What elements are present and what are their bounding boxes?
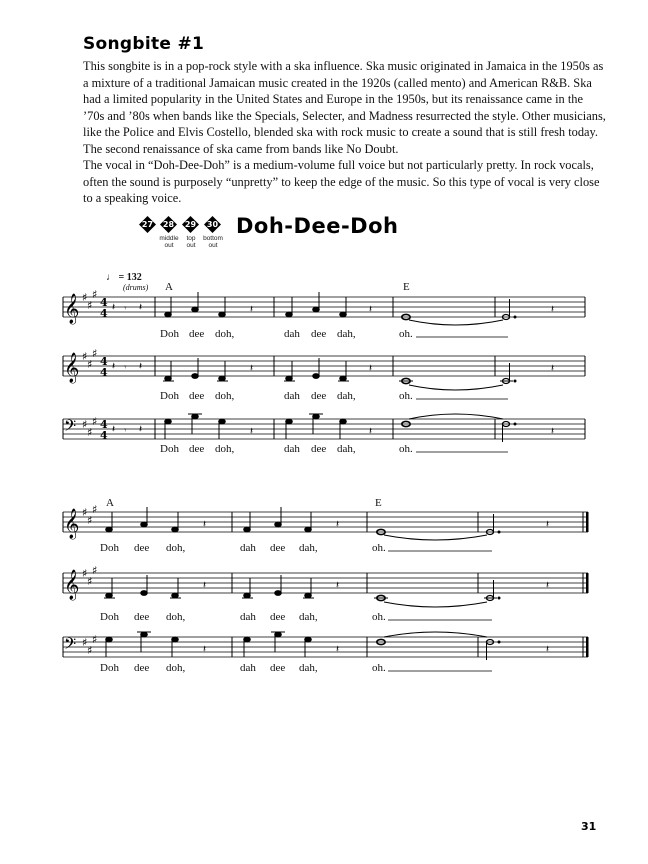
- svg-text:dah,: dah,: [337, 390, 356, 402]
- paragraph-line: like the Police and Elvis Costello, blended ska with rock music to create a sound that is still fresh today.: [83, 125, 599, 140]
- svg-text:dah: dah: [284, 390, 300, 402]
- svg-text:doh,: doh,: [166, 611, 186, 623]
- track-number: 30: [206, 220, 219, 229]
- key-signature: [82, 347, 97, 371]
- svg-text:4: 4: [100, 429, 108, 442]
- song-title: Doh-Dee-Doh: [236, 214, 399, 238]
- staff-6: [63, 632, 589, 660]
- track-caption: bottom out: [203, 235, 223, 249]
- svg-text:dee: dee: [270, 662, 286, 674]
- staff-2: [63, 347, 585, 390]
- svg-text:dee: dee: [270, 611, 286, 623]
- svg-text:dah: dah: [240, 542, 256, 554]
- lyrics-row: [100, 662, 492, 674]
- rest-icon: 𝄽: [250, 304, 254, 315]
- treble-clef-icon: 𝄞: [64, 570, 80, 600]
- svg-text:Doh: Doh: [160, 443, 179, 455]
- svg-text:4: 4: [100, 418, 108, 431]
- track-caption: middle out: [159, 235, 179, 249]
- svg-text:dee: dee: [134, 611, 150, 623]
- track-caption: top out: [186, 235, 196, 249]
- svg-text:4: 4: [100, 366, 108, 379]
- svg-text:dee: dee: [270, 542, 286, 554]
- tie: [384, 632, 487, 637]
- rest-icon: 𝄾: [124, 426, 127, 436]
- rest-icon: 𝄽: [203, 644, 207, 655]
- key-signature: [82, 503, 97, 527]
- rest-icon: 𝄾: [124, 304, 127, 314]
- track-number: 27: [141, 220, 154, 229]
- chord-symbol: A: [106, 497, 114, 509]
- svg-text:dah: dah: [284, 328, 300, 340]
- svg-text:dah: dah: [284, 443, 300, 455]
- svg-text:oh.: oh.: [399, 328, 413, 340]
- paragraph-line: a mixture of a traditional Jamaican music created in the 1920s (called mento) and American R&B. Ska: [83, 75, 592, 90]
- svg-text:doh,: doh,: [215, 443, 235, 455]
- svg-text:♯: ♯: [82, 350, 88, 363]
- svg-text:♯: ♯: [92, 503, 98, 516]
- rest-icon: 𝄽: [139, 302, 143, 313]
- treble-clef-icon: 𝄞: [64, 353, 80, 383]
- svg-text:doh,: doh,: [215, 328, 235, 340]
- rest-icon: 𝄽: [139, 361, 143, 372]
- svg-text:oh.: oh.: [399, 390, 413, 402]
- svg-text:dah: dah: [240, 611, 256, 623]
- key-signature: [82, 288, 97, 312]
- svg-text:♯: ♯: [82, 636, 88, 649]
- rest-icon: 𝄽: [112, 361, 116, 372]
- svg-text:dee: dee: [189, 390, 205, 402]
- svg-text:♯: ♯: [87, 426, 93, 439]
- notes: [165, 414, 516, 442]
- staff-3: [63, 414, 585, 442]
- svg-text:♯: ♯: [92, 633, 98, 646]
- svg-text:doh,: doh,: [215, 390, 235, 402]
- svg-text:♯: ♯: [87, 299, 93, 312]
- svg-text:♯: ♯: [87, 358, 93, 371]
- svg-text:Doh: Doh: [100, 611, 119, 623]
- staff-5: [63, 564, 589, 607]
- rest-icon: 𝄽: [336, 580, 340, 591]
- rest-icon: 𝄽: [546, 519, 550, 530]
- chord-symbol: E: [403, 281, 410, 293]
- svg-text:dah: dah: [240, 662, 256, 674]
- paragraph-line: often the sound is purposely “unpretty” to keep the edge of the music. So this type of vocal is very close: [83, 174, 600, 189]
- svg-text:dah,: dah,: [299, 542, 318, 554]
- tempo-note: (drums): [123, 283, 149, 292]
- lyrics-row: [100, 611, 492, 623]
- svg-text:dee: dee: [311, 443, 327, 455]
- svg-text:dee: dee: [311, 390, 327, 402]
- time-signature: [100, 355, 108, 379]
- rest-icon: 𝄽: [112, 302, 116, 313]
- paragraph-line: The vocal in “Doh-Dee-Doh” is a medium-volume full voice but not particularly pretty. In rock vocals,: [83, 158, 594, 172]
- svg-text:4: 4: [100, 296, 108, 309]
- svg-text:Doh: Doh: [100, 542, 119, 554]
- track-number: 28: [162, 220, 175, 229]
- svg-text:Doh: Doh: [160, 328, 179, 340]
- svg-text:oh.: oh.: [399, 443, 413, 455]
- system-1: [63, 288, 585, 455]
- rest-icon: 𝄽: [551, 304, 555, 315]
- svg-text:♯: ♯: [82, 291, 88, 304]
- notes: [106, 507, 500, 535]
- tie: [409, 385, 503, 390]
- bass-clef-icon: 𝄢: [64, 417, 77, 439]
- treble-clef-icon: 𝄞: [64, 294, 80, 324]
- track-number: 29: [184, 220, 197, 229]
- svg-text:dee: dee: [134, 662, 150, 674]
- rest-icon: 𝄽: [546, 580, 550, 591]
- svg-text:dee: dee: [189, 328, 205, 340]
- lyrics-row: [100, 542, 492, 554]
- svg-text:doh,: doh,: [166, 542, 186, 554]
- svg-text:oh.: oh.: [372, 611, 386, 623]
- chord-symbol: A: [165, 281, 173, 293]
- rest-icon: 𝄽: [250, 363, 254, 374]
- rest-icon: 𝄽: [139, 424, 143, 435]
- bass-clef-icon: 𝄢: [64, 635, 77, 657]
- rest-icon: 𝄾: [124, 363, 127, 373]
- lyrics-row: [160, 390, 508, 402]
- svg-text:♯: ♯: [92, 347, 98, 360]
- tie: [409, 414, 503, 419]
- notes: [106, 632, 500, 660]
- tie: [384, 602, 487, 607]
- svg-text:dah,: dah,: [337, 443, 356, 455]
- rest-icon: 𝄽: [369, 426, 373, 437]
- system-2: [63, 503, 589, 674]
- staff-4: [63, 503, 589, 540]
- time-signature: [100, 418, 108, 442]
- notes: [165, 292, 516, 320]
- rest-icon: 𝄽: [551, 426, 555, 437]
- rest-icon: 𝄽: [336, 644, 340, 655]
- svg-text:♯: ♯: [82, 418, 88, 431]
- svg-text:4: 4: [100, 307, 108, 320]
- svg-text:Doh: Doh: [160, 390, 179, 402]
- paragraph-line: ’70s and ’80s when bands like the Specials, Selecter, and Madness resurrected the style. Other musicians,: [83, 108, 606, 123]
- paragraph-line: This songbite is in a pop-rock style with a ska influence. Ska music originated in Jamaica in the 1950s as: [83, 59, 604, 73]
- svg-text:dah,: dah,: [299, 662, 318, 674]
- svg-text:Doh: Doh: [100, 662, 119, 674]
- paragraph-line: The second renaissance of ska came from bands like No Doubt.: [83, 141, 399, 156]
- page-number: 31: [581, 820, 597, 833]
- rest-icon: 𝄽: [551, 363, 555, 374]
- rest-icon: 𝄽: [112, 424, 116, 435]
- svg-text:dee: dee: [311, 328, 327, 340]
- svg-text:♯: ♯: [92, 288, 98, 301]
- paragraph-line: to a speaking voice.: [83, 191, 182, 206]
- key-signature: [82, 564, 97, 588]
- tie: [409, 320, 503, 325]
- treble-clef-icon: 𝄞: [64, 509, 80, 539]
- svg-text:♯: ♯: [87, 575, 93, 588]
- lyrics-row: [160, 443, 508, 455]
- time-signature: [100, 296, 108, 320]
- section-heading: Songbite #1: [83, 34, 205, 54]
- svg-text:♯: ♯: [92, 564, 98, 577]
- rest-icon: 𝄽: [369, 363, 373, 374]
- svg-text:dah,: dah,: [337, 328, 356, 340]
- rest-icon: 𝄽: [336, 519, 340, 530]
- tempo-marking: ♩ = 132: [106, 272, 142, 283]
- rest-icon: 𝄽: [203, 580, 207, 591]
- svg-text:4: 4: [100, 355, 108, 368]
- svg-text:dee: dee: [134, 542, 150, 554]
- rest-icon: 𝄽: [546, 644, 550, 655]
- svg-text:doh,: doh,: [166, 662, 186, 674]
- svg-text:♯: ♯: [82, 506, 88, 519]
- svg-text:dah,: dah,: [299, 611, 318, 623]
- staff-1: [63, 288, 585, 325]
- svg-text:♯: ♯: [82, 567, 88, 580]
- svg-text:♯: ♯: [92, 415, 98, 428]
- chord-symbol: E: [375, 497, 382, 509]
- tie: [384, 535, 487, 540]
- svg-text:♯: ♯: [87, 644, 93, 657]
- svg-text:♯: ♯: [87, 514, 93, 527]
- lyrics-row: [160, 328, 508, 340]
- paragraph-line: had a limited popularity in the United States and Europe in the 1950s, but its renaissance came in the: [83, 92, 583, 107]
- svg-text:oh.: oh.: [372, 662, 386, 674]
- rest-icon: 𝄽: [250, 426, 254, 437]
- svg-text:dee: dee: [189, 443, 205, 455]
- rest-icon: 𝄽: [369, 304, 373, 315]
- svg-text:oh.: oh.: [372, 542, 386, 554]
- rest-icon: 𝄽: [203, 519, 207, 530]
